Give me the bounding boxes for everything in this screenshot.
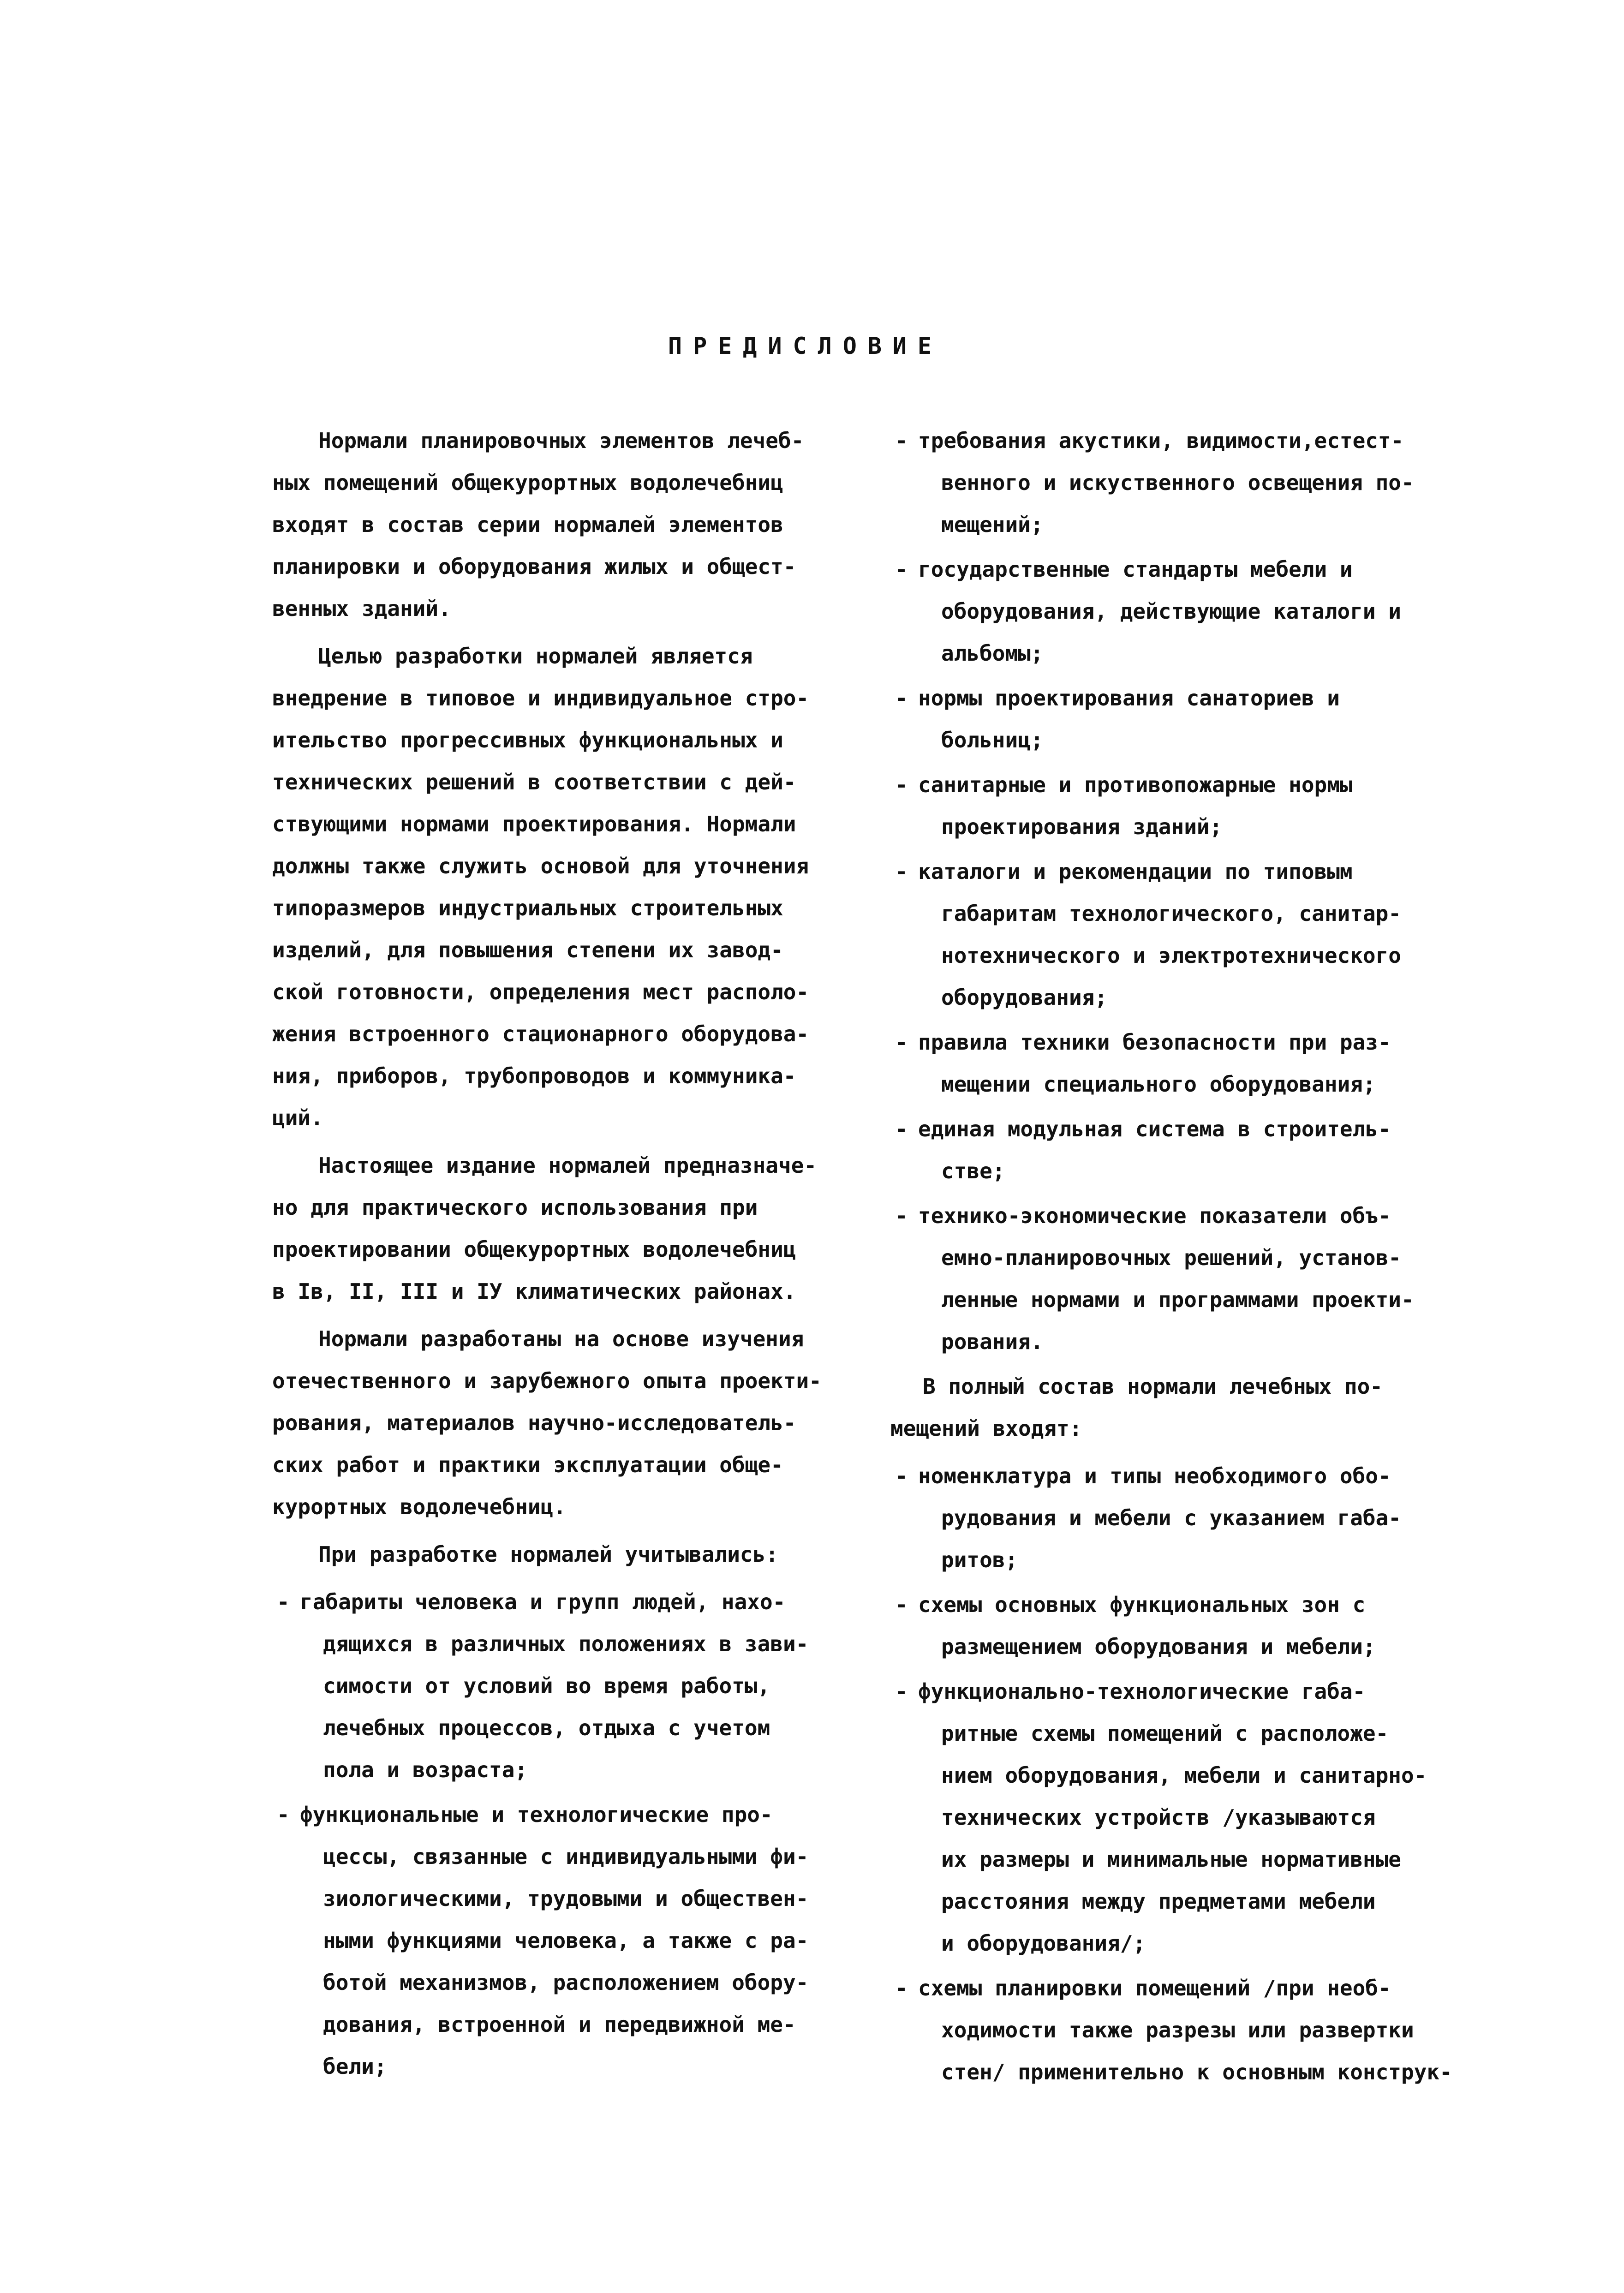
text-line: ными функциями человека, а также с ра-: [323, 1928, 809, 1953]
list-item: [890, 677, 1481, 761]
dash-marker: -: [895, 859, 908, 884]
dash-marker: -: [895, 1117, 908, 1141]
text-line: стве;: [941, 1158, 1005, 1183]
list-item: [272, 1794, 826, 2088]
text-line: [890, 549, 1481, 591]
text-line-content: схемы планировки помещений /при необ-: [918, 1976, 1391, 2000]
dash-marker: -: [895, 1592, 908, 1617]
text-line-content: государственные стандарты мебели и: [918, 557, 1353, 582]
text-line: [890, 764, 1481, 806]
dash-marker: -: [895, 1679, 908, 1704]
text-line-content: санитарные и противопожарные нормы: [918, 772, 1353, 797]
text-line: ских работ и практики эксплуатации обще-: [272, 1452, 783, 1477]
text-line: в Iв, II, III и IУ климатических районах.: [272, 1279, 796, 1304]
text-line: ительство прогрессивных функциональных и: [272, 728, 783, 752]
text-line: [890, 1671, 1481, 1713]
text-line: [890, 1584, 1481, 1626]
dash-marker: -: [895, 686, 908, 711]
text-line: и оборудования/;: [941, 1931, 1146, 1956]
dash-marker: -: [895, 1203, 908, 1228]
text-line: цессы, связанные с индивидуальными фи-: [323, 1844, 809, 1869]
text-line: оборудования, действующие каталоги и: [941, 599, 1401, 624]
text-line: но для практического использования при: [272, 1195, 758, 1220]
text-line: [890, 1967, 1481, 2009]
text-line: [272, 1794, 826, 1836]
text-line: мещении специального оборудования;: [941, 1072, 1376, 1097]
list-item: [890, 1021, 1481, 1105]
text-line-content: схемы основных функциональных зон с: [918, 1592, 1366, 1617]
text-line: венных зданий.: [272, 596, 451, 621]
text-line: нием оборудования, мебели и санитарно-: [941, 1763, 1427, 1788]
paragraph: [272, 635, 826, 1139]
text-line: симости от условий во время работы,: [323, 1673, 770, 1698]
text-line: их размеры и минимальные нормативные: [941, 1847, 1401, 1872]
text-line-content: технико-экономические показатели объ-: [918, 1203, 1391, 1228]
text-line-content: единая модульная система в строитель-: [918, 1117, 1391, 1141]
text-line-content: правила техники безопасности при раз-: [918, 1030, 1391, 1055]
text-line: лечебных процессов, отдыха с учетом: [323, 1715, 770, 1740]
text-line: ленные нормами и программами проекти-: [941, 1287, 1414, 1312]
paragraph: [272, 420, 826, 630]
list-item: [890, 851, 1481, 1019]
list-item: [890, 1195, 1481, 1363]
text-line: планировки и оборудования жилых и общест-: [272, 554, 796, 579]
text-line: бели;: [323, 2054, 387, 2079]
text-line: курортных водолечебниц.: [272, 1494, 566, 1519]
text-line: ритов;: [941, 1547, 1018, 1572]
text-line: [890, 420, 1481, 462]
list-item: [890, 420, 1481, 546]
text-line: Нормали разработаны на основе изучения: [318, 1326, 804, 1351]
text-line: размещением оборудования и мебели;: [941, 1634, 1376, 1659]
text-line: Целью разработки нормалей является: [318, 644, 753, 669]
text-line: [890, 1108, 1481, 1150]
text-line: ботой механизмов, расположением обору-: [323, 1970, 809, 1995]
text-line: рудования и мебели с указанием габа-: [941, 1505, 1401, 1530]
text-line: должны также служить основой для уточнения: [272, 854, 809, 878]
text-line: [890, 677, 1481, 719]
text-line-content: нормы проектирования санаториев и: [918, 686, 1340, 711]
dash-marker: -: [895, 1976, 908, 2000]
list-item: [890, 1455, 1481, 1581]
text-line: оборудования;: [941, 985, 1108, 1010]
text-line: венного и искуственного освещения по-: [941, 470, 1414, 495]
text-line: зиологическими, трудовыми и обществен-: [323, 1886, 809, 1911]
paragraph: [272, 1145, 826, 1313]
text-line: ных помещений общекурортных водолечебниц: [272, 470, 783, 495]
dash-marker: -: [895, 772, 908, 797]
page-title: ПРЕДИСЛОВИЕ: [668, 333, 943, 359]
text-line: альбомы;: [941, 641, 1044, 666]
text-line: дящихся в различных положениях в зави-: [323, 1631, 809, 1656]
text-line: типоразмеров индустриальных строительных: [272, 896, 783, 920]
list-item: [890, 1671, 1481, 1965]
text-line: мещений;: [941, 512, 1044, 537]
text-line: габаритам технологического, санитар-: [941, 901, 1401, 926]
text-line: ритные схемы помещений с расположе-: [941, 1721, 1389, 1746]
text-line: расстояния между предметами мебели: [941, 1889, 1376, 1914]
paragraph: [890, 1366, 1481, 1450]
text-line: изделий, для повышения степени их завод-: [272, 938, 783, 962]
text-line: рования, материалов научно-исследователь-: [272, 1410, 796, 1435]
text-line: дования, встроенной и передвижной ме-: [323, 2012, 796, 2037]
text-line: При разработке нормалей учитывались:: [318, 1542, 778, 1567]
text-line: проектировании общекурортных водолечебниц: [272, 1237, 796, 1262]
text-line: Настоящее издание нормалей предназначе-: [318, 1153, 817, 1178]
text-line: ской готовности, определения мест располо-: [272, 979, 809, 1004]
text-line-content: каталоги и рекомендации по типовым: [918, 859, 1353, 884]
left-column: [272, 420, 826, 2090]
text-line: ствующими нормами проектирования. Нормали: [272, 812, 796, 836]
text-line: [890, 851, 1481, 893]
text-line: входят в состав серии нормалей элементов: [272, 512, 783, 537]
text-line: Нормали планировочных элементов лечеб-: [318, 428, 804, 453]
dash-marker: -: [277, 1802, 290, 1827]
list-item: [890, 1584, 1481, 1668]
paragraph: [272, 1534, 826, 1576]
text-line: В полный состав нормали лечебных по-: [923, 1374, 1383, 1399]
dash-marker: -: [895, 1030, 908, 1055]
text-line-content: функциональные и технологические про-: [300, 1802, 773, 1827]
text-line: ния, приборов, трубопроводов и коммуника-: [272, 1063, 796, 1088]
dash-marker: -: [895, 557, 908, 582]
text-line-content: требования акустики, видимости,естест-: [918, 428, 1404, 453]
text-line: больниц;: [941, 728, 1044, 752]
text-line: отечественного и зарубежного опыта проекти-: [272, 1368, 822, 1393]
list-item: [890, 1108, 1481, 1192]
list-item: [890, 1967, 1481, 2093]
text-line: ций.: [272, 1105, 323, 1130]
dash-marker: -: [277, 1589, 290, 1614]
text-line-content: номенклатура и типы необходимого обо-: [918, 1463, 1391, 1488]
dash-marker: -: [895, 428, 908, 453]
text-line: внедрение в типовое и индивидуальное стро-: [272, 686, 809, 711]
list-item: [890, 549, 1481, 675]
text-line: [272, 1581, 826, 1623]
text-line: жения встроенного стационарного оборудова-: [272, 1021, 809, 1046]
paragraph: [272, 1318, 826, 1528]
list-item: [890, 764, 1481, 848]
text-line: проектирования зданий;: [941, 814, 1223, 839]
text-line: технических устройств /указываются: [941, 1805, 1376, 1830]
text-line: мещений входят:: [890, 1416, 1082, 1441]
text-line-content: габариты человека и групп людей, нахо-: [300, 1589, 786, 1614]
text-line: технических решений в соответствии с дей-: [272, 770, 796, 794]
text-line: пола и возраста;: [323, 1757, 528, 1782]
right-column: [890, 420, 1481, 2096]
text-line: стен/ применительно к основным конструк-: [941, 2060, 1452, 2084]
text-line: рования.: [941, 1329, 1044, 1354]
dash-marker: -: [895, 1463, 908, 1488]
text-line: [890, 1455, 1481, 1497]
text-line: [890, 1021, 1481, 1063]
text-line: нотехнического и электротехнического: [941, 943, 1401, 968]
list-item: [272, 1581, 826, 1791]
text-line-content: функционально-технологические габа-: [918, 1679, 1366, 1704]
text-line: [890, 1195, 1481, 1237]
text-line: емно-планировочных решений, установ-: [941, 1245, 1401, 1270]
text-line: ходимости также разрезы или развертки: [941, 2018, 1414, 2042]
